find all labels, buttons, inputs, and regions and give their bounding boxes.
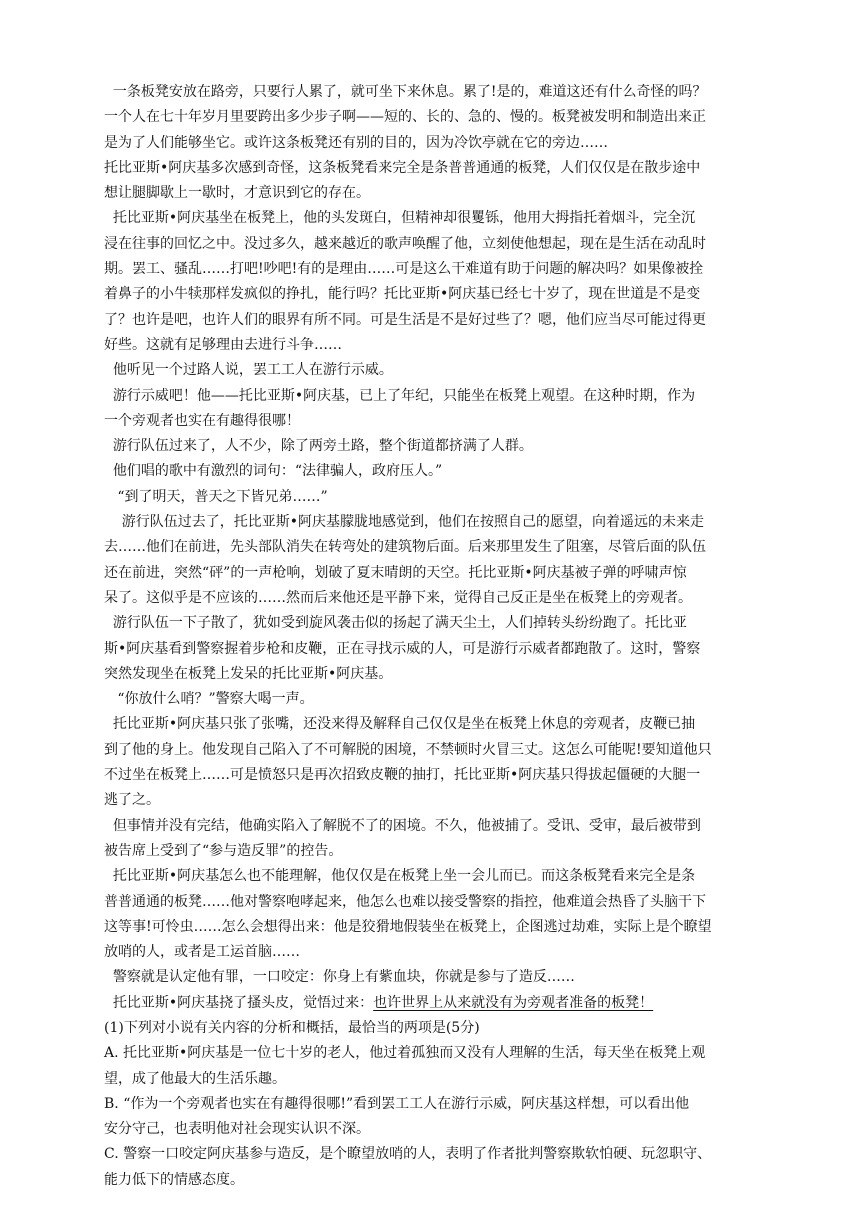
option-line: A. 托比亚斯•阿庆基是一位七十岁的老人，他过着孤独而又没有人理解的生活，每天坐在板凳上观 <box>104 1045 706 1062</box>
question-block <box>104 1016 760 1193</box>
story-line: 但事情并没有完结，他确实陷入了解脱不了的困境。不久，他被捕了。受讯、受审，最后被带到 <box>104 817 701 834</box>
story-line: 不过坐在板凳上……可是愤怒只是再次招致皮鞭的抽打，托比亚斯•阿庆基只得拔起僵硬的大腿一 <box>104 767 701 784</box>
story-line: 托比亚斯•阿庆基只张了张嘴，还没来得及解释自己仅仅是坐在板凳上休息的旁观者，皮鞭已抽 <box>104 716 696 733</box>
story-line: 突然发现坐在板凳上发呆的托比亚斯•阿庆基。 <box>104 665 393 682</box>
story-line: 放哨的人，或者是工运首脑…… <box>104 944 300 961</box>
story-line: 游行示威吧！他——托比亚斯•阿庆基，已上了年纪，只能坐在板凳上观望。在这种时期，作为 <box>104 387 696 404</box>
story-line: 好些。这就有足够理由去进行斗争…… <box>104 336 342 353</box>
story-line: 游行队伍一下子散了，犹如受到旋风袭击似的扬起了满天尘土，人们掉转头纷纷跑了。托比亚 <box>104 615 687 632</box>
story-line: 斯•阿庆基看到警察握着步枪和皮鞭，正在寻找示威的人，可是游行示威者都跑散了。这时，警察 <box>104 640 701 657</box>
story-line: 托比亚斯•阿庆基多次感到奇怪，这条板凳看来完全是条普普通通的板凳，人们仅仅是在散步途中 <box>104 159 701 176</box>
story-line: 想让腿脚歇上一歇时，才意识到它的存在。 <box>104 185 370 202</box>
story-line: 一条板凳安放在路旁，只要行人累了，就可坐下来休息。累了!是的，难道这还有什么奇怪的吗？ <box>104 84 707 100</box>
story-line: 期。罢工、骚乱……打吧!吵吧!有的是理由……可是这么干难道有助于问题的解决吗？如果像被拴 <box>104 261 704 278</box>
option-line: 能力低下的情感态度。 <box>104 1171 244 1188</box>
story-line: 逃了之。 <box>104 792 160 809</box>
story-line: 浸在往事的回忆之中。没过多久，越来越近的歌声唤醒了他，立刻使他想起，现在是生活在动乱时 <box>104 235 706 252</box>
story-line: 一个人在七十年岁月里要跨出多少步子啊——短的、长的、急的、慢的。板凳被发明和制造出来正 <box>104 109 706 126</box>
story-line: 被告席上受到了“参与造反罪”的控告。 <box>104 842 343 859</box>
option-line: C. 警察一口咬定阿庆基参与造反，是个瞭望放哨的人，表明了作者批判警察欺软怕硬、玩忽职守、 <box>104 1146 712 1163</box>
story-line: “到了明天，普天之下皆兄弟……” <box>104 488 328 505</box>
story-line: 这等事!可怜虫……怎么会想得出来：他是狡猾地假装坐在板凳上，企图逃过劫难，实际上是个瞭望 <box>104 918 712 935</box>
story-line: 托比亚斯•阿庆基怎么也不能理解，他仅仅是在板凳上坐一会儿而已。而这条板凳看来完全是条 <box>104 868 696 885</box>
question-stem: (1)下列对小说有关内容的分析和概括，最恰当的两项是(5分) <box>104 1019 480 1036</box>
option-line: 安分守己，也表明他对社会现实认识不深。 <box>104 1121 370 1138</box>
story-line: 了？也许是吧，也许人们的眼界有所不同。可是生活是不是好过些了？嗯，他们应当尽可能过得更 <box>104 311 706 328</box>
story-line: 他们唱的歌中有激烈的词句：“法律骗人，政府压人。” <box>104 463 443 480</box>
story-body <box>104 80 760 1016</box>
story-line: 警察就是认定他有罪，一口咬定：你身上有紫血块，你就是参与了造反…… <box>104 969 575 986</box>
story-last-line <box>104 991 760 1016</box>
document-page <box>104 80 760 1193</box>
story-line: 他听见一个过路人说，罢工工人在游行示威。 <box>104 362 393 379</box>
story-line: “你放什么哨？”警察大喝一声。 <box>104 691 314 708</box>
story-line: 着鼻子的小牛犊那样发疯似的挣扎，能行吗？托比亚斯•阿庆基已经七十岁了，现在世道是不是变 <box>104 286 701 303</box>
story-line: 是为了人们能够坐它。或许这条板凳还有别的目的，因为冷饮亭就在它的旁边…… <box>104 134 608 151</box>
story-line: 呆了。这似乎是不应该的……然而后来他还是平静下来，觉得自己反正是坐在板凳上的旁观者。 <box>104 589 692 606</box>
story-line: 游行队伍过去了，托比亚斯•阿庆基朦胧地感觉到，他们在按照自己的愿望，向着遥远的未来走 <box>104 514 705 531</box>
story-line: 一个旁观者也实在有趣得很哪！ <box>104 412 300 429</box>
story-line: 到了他的身上。他发现自己陷入了不可解脱的困境，不禁顿时火冒三丈。这怎么可能呢!要知道他只 <box>104 741 712 758</box>
story-line: 还在前进，突然“砰”的一声枪响，划破了夏末晴朗的天空。托比亚斯•阿庆基被子弹的呼啸声惊 <box>104 564 687 581</box>
story-line: 普普通通的板凳……他对警察咆哮起来，他怎么也难以接受警察的指控，他难道会热昏了头脑干下 <box>104 893 706 910</box>
story-line: 去……他们在前进，先头部队消失在转弯处的建筑物后面。后来那里发生了阻塞，尽管后面的队伍 <box>104 539 706 556</box>
story-line: 托比亚斯•阿庆基坐在板凳上，他的头发斑白，但精神却很矍铄，他用大拇指托着烟斗，完全沉 <box>104 210 696 227</box>
story-line: 游行队伍过来了，人不少，除了两旁土路，整个街道都挤满了人群。 <box>104 438 533 455</box>
underlined-conclusion: 也许世界上从来就没有为旁观者准备的板凳！ <box>373 994 654 1011</box>
option-line: 望，成了他最大的生活乐趣。 <box>104 1070 286 1087</box>
option-line: B. “作为一个旁观者也实在有趣得很哪!”看到罢工工人在游行示威，阿庆基这样想，可以看出他 <box>104 1095 690 1112</box>
last-line-prefix: 托比亚斯•阿庆基挠了搔头皮，觉悟过来： <box>104 994 374 1011</box>
